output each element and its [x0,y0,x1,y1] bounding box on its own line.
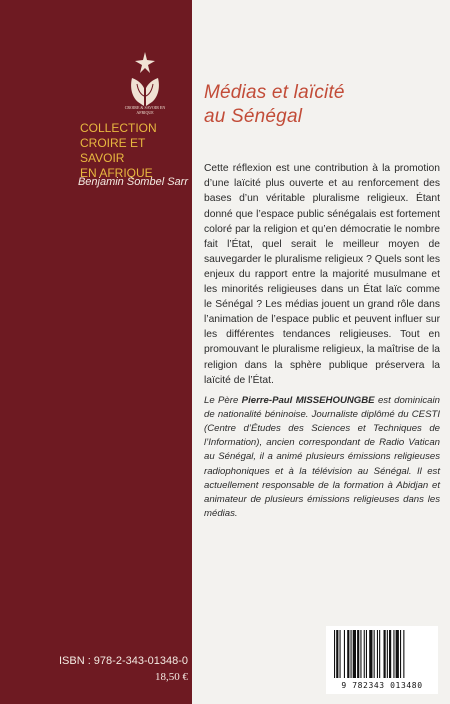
barcode-icon [332,630,432,680]
isbn-barcode [326,626,438,694]
collection-line: CROIRE ET SAVOIR [80,136,146,165]
collection-line: EN AFRIQUE [80,166,153,180]
title-line: au Sénégal [204,105,303,127]
collection-line: COLLECTION [80,121,157,135]
book-summary: Cette réflexion est une contribution à la promotion d’une laïcité plus ouverte et au renforcement des bases d’un véritable pluralisme religieux. Étant donné que l’espace public sénégalais est fortement coloré par la religion et qu’en démocratie le nombre fait l’État, quel serait le meilleur moyen de sauvegarder le pluralisme religieux ? Quels sont les enjeux du rapport entre la majorité musulmane et les minorités religieuses dans un État laïc comme le Sénégal ? Les médias jouent un grand rôle dans l’animation de l’espace public et peuvent influer sur les différentes tendances religieuses. Tout en promouvant le pluralisme religieux, la maîtrise de la religion dans la sphère publique préservera la laïcité de l’État. [204,163,440,386]
book-title [204,81,444,129]
sidebar-panel [0,0,192,704]
logo-caption: CROIRE & SAVOIR EN AFRIQUE [124,105,166,115]
bio-prefix: Le Père [204,394,242,406]
author-name: Pierre-Paul MISSEHOUNGBE [241,394,375,406]
title-line: Médias et laïcité [204,81,345,103]
isbn-label: ISBN : 978-2-343-01348-0 [58,655,188,667]
series-editor: Benjamin Sombel Sarr [77,176,188,188]
collection-name [80,121,190,181]
bio-text: est dominicain de nationalité béninoise. Journaliste diplômé du CESTI (Centre d’Études des Sciences et Techniques de l’Information), ancien correspondant de Radio Vatican au Sénégal, il a animé plusieurs émissions religieuses radiophoniques et à la télévision au Sénégal. Il est actuellement responsable de la formation à Abidjan et animateur de plusieurs émissions religieuses dans les médias. [204,394,440,520]
price-label: 18,50 € [155,671,188,683]
barcode-digits: 9 782343 013480 [341,681,423,690]
author-bio [204,394,440,522]
